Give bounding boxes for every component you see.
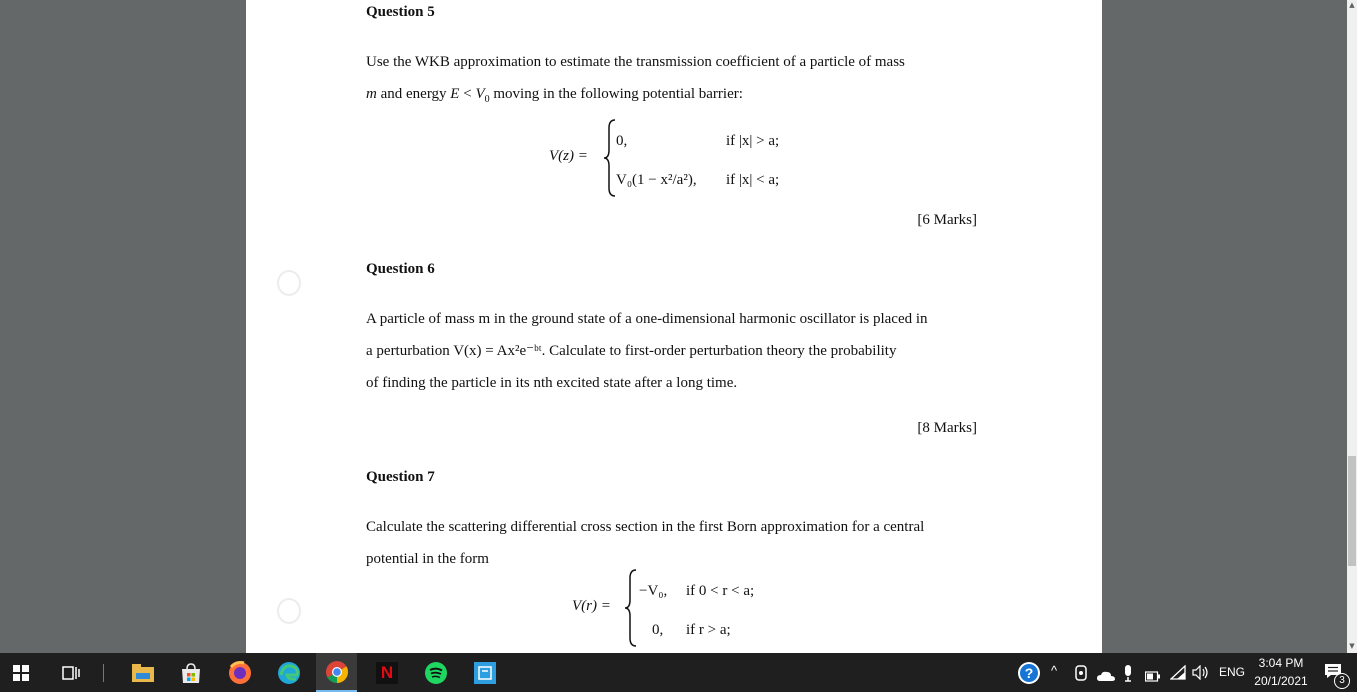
equation-lhs: V(r) = <box>572 598 611 614</box>
language-indicator[interactable]: ENG <box>1219 665 1246 679</box>
netflix-icon[interactable]: N <box>372 658 402 688</box>
taskbar-separator <box>103 664 104 682</box>
question-5-line-2: m and energy $E < V_0$ moving in the following potential barrier: <box>366 86 743 105</box>
scroll-up-icon[interactable]: ▲ <box>1349 1 1355 9</box>
scroll-down-icon[interactable]: ▼ <box>1349 642 1355 650</box>
vertical-scrollbar[interactable] <box>1347 0 1357 653</box>
faint-circle-mark <box>277 598 301 624</box>
wifi-icon[interactable] <box>1170 665 1186 684</box>
notification-count-badge: 3 <box>1334 673 1350 689</box>
question-5-line-1: Use the WKB approximation to estimate the transmission coefficient of a particle of mass <box>366 54 905 70</box>
question-7-text <box>366 511 978 575</box>
store-icon[interactable] <box>176 658 206 688</box>
firefox-icon[interactable] <box>225 658 255 688</box>
case-2-value: 0, <box>652 622 664 638</box>
file-explorer-icon[interactable] <box>128 658 158 688</box>
spotify-icon[interactable] <box>421 658 451 688</box>
equation-lhs: V(z) = <box>549 148 588 164</box>
chrome-icon[interactable] <box>316 653 357 692</box>
question-6-line-2: a perturbation V(x) = Ax²e⁻ᵇᵗ. Calculate to first-order perturbation theory the probability <box>366 343 897 359</box>
question-6-line-1: A particle of mass m in the ground state of a one-dimensional harmonic oscillator is placed in <box>366 311 928 327</box>
question-6-line-3: of finding the particle in its nth excited state after a long time. <box>366 375 738 391</box>
left-brace <box>603 118 617 198</box>
case-2-condition: if |x| < a; <box>726 172 780 188</box>
document-page <box>246 0 1102 653</box>
clock-date[interactable]: 20/1/2021 <box>1254 674 1308 688</box>
help-icon[interactable]: ? <box>1018 662 1040 684</box>
question-7-line-2: potential in the form <box>366 551 489 567</box>
onedrive-icon[interactable] <box>1097 667 1115 686</box>
microphone-icon[interactable] <box>1123 665 1133 686</box>
start-icon[interactable] <box>6 658 36 688</box>
volume-icon[interactable] <box>1192 665 1210 684</box>
question-7-equation <box>572 568 792 648</box>
windows-taskbar <box>0 653 1357 692</box>
case-2-value: V₀(1 − x²/a²), <box>616 172 697 188</box>
scrollbar-thumb[interactable] <box>1348 456 1356 566</box>
battery-icon[interactable] <box>1145 667 1161 686</box>
edge-icon[interactable] <box>274 658 304 688</box>
question-5-text <box>366 46 978 116</box>
calculator-icon[interactable] <box>470 658 500 688</box>
left-brace <box>624 568 638 648</box>
question-5-title: Question 5 <box>366 4 435 20</box>
faint-circle-mark <box>277 270 301 296</box>
case-1-condition: if |x| > a; <box>726 133 780 149</box>
meet-now-icon[interactable] <box>1075 665 1087 685</box>
question-7-title: Question 7 <box>366 469 435 485</box>
question-6-text <box>366 303 978 399</box>
question-6-marks: [8 Marks] <box>917 420 977 436</box>
question-5-marks: [6 Marks] <box>917 212 977 228</box>
case-1-value: −V₀, <box>639 583 668 599</box>
clock-time[interactable]: 3:04 PM <box>1258 656 1304 670</box>
case-2-condition: if r > a; <box>686 622 731 638</box>
case-1-value: 0, <box>616 133 628 149</box>
question-6-title: Question 6 <box>366 261 435 277</box>
task-view-icon[interactable] <box>56 658 86 688</box>
question-5-equation <box>549 118 809 198</box>
case-1-condition: if 0 < r < a; <box>686 583 755 599</box>
show-hidden-icons-icon[interactable]: ^ <box>1051 663 1058 678</box>
question-7-line-1: Calculate the scattering differential cross section in the first Born approximation for a central <box>366 519 925 535</box>
